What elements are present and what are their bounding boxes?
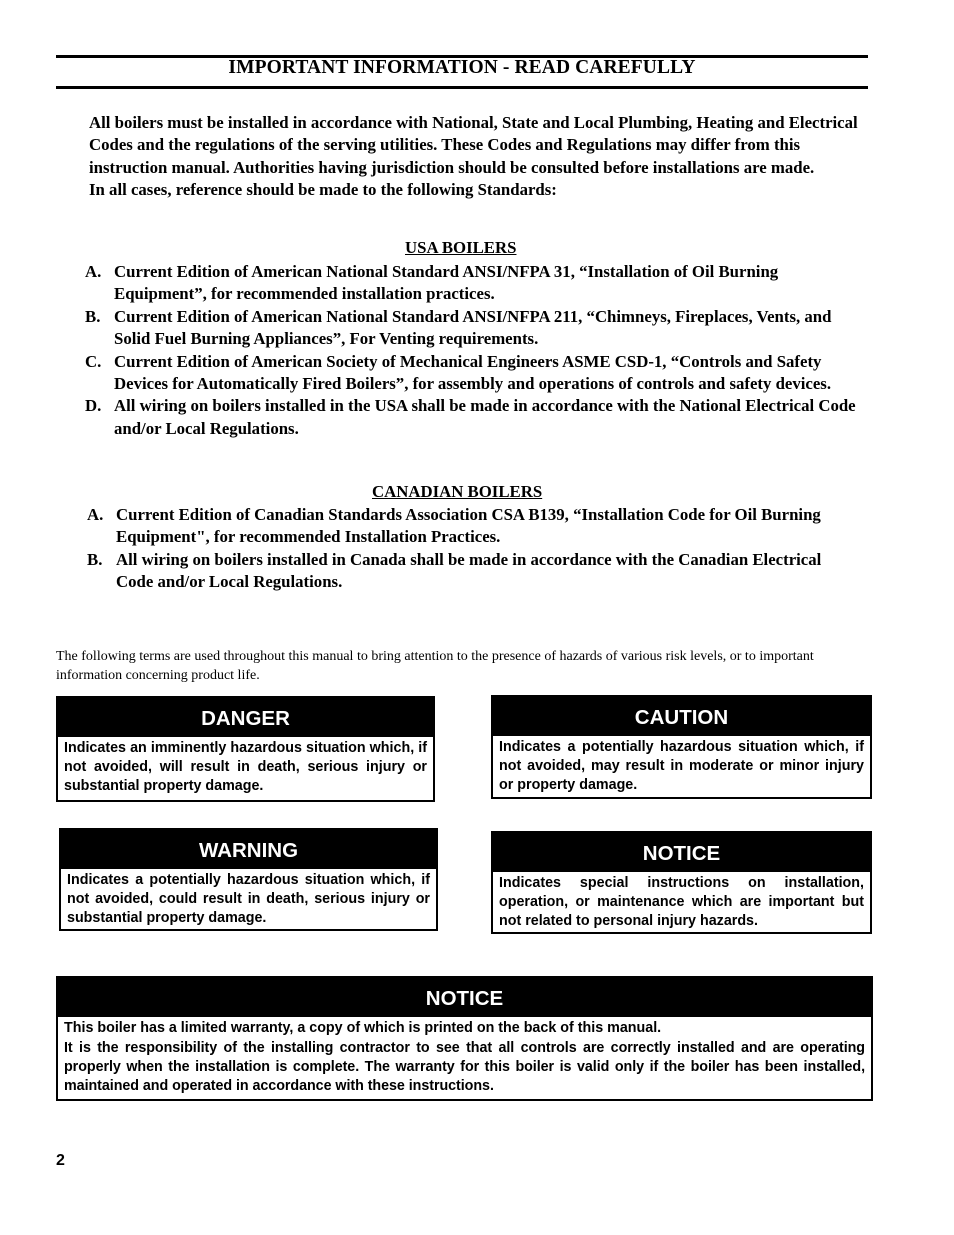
danger-text: Indicates an imminently hazardous situation which, if not avoided, will result in death, serious injury or substantial property damage. xyxy=(64,740,427,794)
usa-standards-list xyxy=(85,261,860,440)
terms-intro: The following terms are used throughout this manual to bring attention to the presence of hazards of various risk levels, or to important information concerning product life. xyxy=(56,649,814,683)
canadian-boilers-heading: CANADIAN BOILERS xyxy=(372,482,543,501)
list-item-letter: B. xyxy=(85,306,101,326)
warning-text: Indicates a potentially hazardous situation which, if not avoided, could result in death, serious injury or substantial property damage. xyxy=(67,872,430,926)
danger-box xyxy=(56,696,435,802)
list-item-letter: A. xyxy=(87,505,104,524)
list-item xyxy=(85,261,860,306)
list-item-text: Current Edition of Canadian Standards Association CSA B139, “Installation Code for Oil Burning Equipment", for recommended Installation Practices. xyxy=(116,505,821,547)
intro-paragraph: All boilers must be installed in accordance with National, State and Local Plumbing, Heating and Electrical Codes and the regulations of the serving utilities. These Codes and Regulations may differ from this instruction manual. Authorities having jurisdiction should be consulted before installations are made. xyxy=(89,113,858,177)
warranty-notice-title: NOTICE xyxy=(58,978,871,1017)
canadian-standards-list xyxy=(87,504,862,594)
danger-title: DANGER xyxy=(58,698,433,737)
list-item-letter: C. xyxy=(85,351,102,371)
page-number: 2 xyxy=(56,1152,65,1169)
list-item-text: All wiring on boilers installed in Canada shall be made in accordance with the Canadian Electrical Code and/or Local Regulations. xyxy=(116,549,822,592)
header-bottom-rule xyxy=(56,86,868,89)
list-item-text: All wiring on boilers installed in the USA shall be made in accordance with the National Electrical Code and/or Local Regulations. xyxy=(114,396,856,438)
list-item-letter: A. xyxy=(85,262,102,281)
notice-text: Indicates special instructions on installation, operation, or maintenance which are important but not related to personal injury hazards. xyxy=(499,875,864,929)
intro-block xyxy=(89,112,859,202)
notice-title: NOTICE xyxy=(493,833,870,872)
list-item xyxy=(85,395,860,440)
list-item xyxy=(85,306,860,351)
caution-title: CAUTION xyxy=(493,697,870,736)
page-title: IMPORTANT INFORMATION - READ CAREFULLY xyxy=(228,57,696,78)
list-item-letter: D. xyxy=(85,396,102,416)
list-item-text: Current Edition of American Society of Mechanical Engineers ASME CSD-1, “Controls and Safety Devices for Automatically Fired Boilers”, for assembly and operations of controls and safety devices. xyxy=(114,351,832,394)
usa-boilers-heading: USA BOILERS xyxy=(405,238,517,257)
warning-title: WARNING xyxy=(61,830,436,869)
list-item xyxy=(85,351,860,396)
warning-box xyxy=(59,828,438,931)
notice-box xyxy=(491,831,872,934)
list-item xyxy=(87,549,862,594)
list-item-text: Current Edition of American National Standard ANSI/NFPA 211, “Chimneys, Fireplaces, Vents, and Solid Fuel Burning Appliances”, For Venting requirements. xyxy=(114,306,832,349)
caution-box xyxy=(491,695,872,799)
warranty-line-2: It is the responsibility of the installing contractor to see that all controls are correctly installed and are operating properly when the installation is complete. The warranty for this boiler is valid only if the boiler has been installed, maintained and operated in accordance with these instructions. xyxy=(64,1040,865,1094)
list-item-letter: B. xyxy=(87,549,103,569)
warranty-line-1: This boiler has a limited warranty, a copy of which is printed on the back of this manual. xyxy=(64,1020,662,1036)
list-item xyxy=(87,504,862,549)
list-item-text: Current Edition of American National Standard ANSI/NFPA 31, “Installation of Oil Burning Equipment”, for recommended installation practices. xyxy=(114,262,779,304)
intro-reference-line: In all cases, reference should be made to the following Standards: xyxy=(89,180,557,200)
warranty-notice-box xyxy=(56,976,873,1101)
caution-text: Indicates a potentially hazardous situation which, if not avoided, may result in moderate or minor injury or property damage. xyxy=(499,739,864,793)
